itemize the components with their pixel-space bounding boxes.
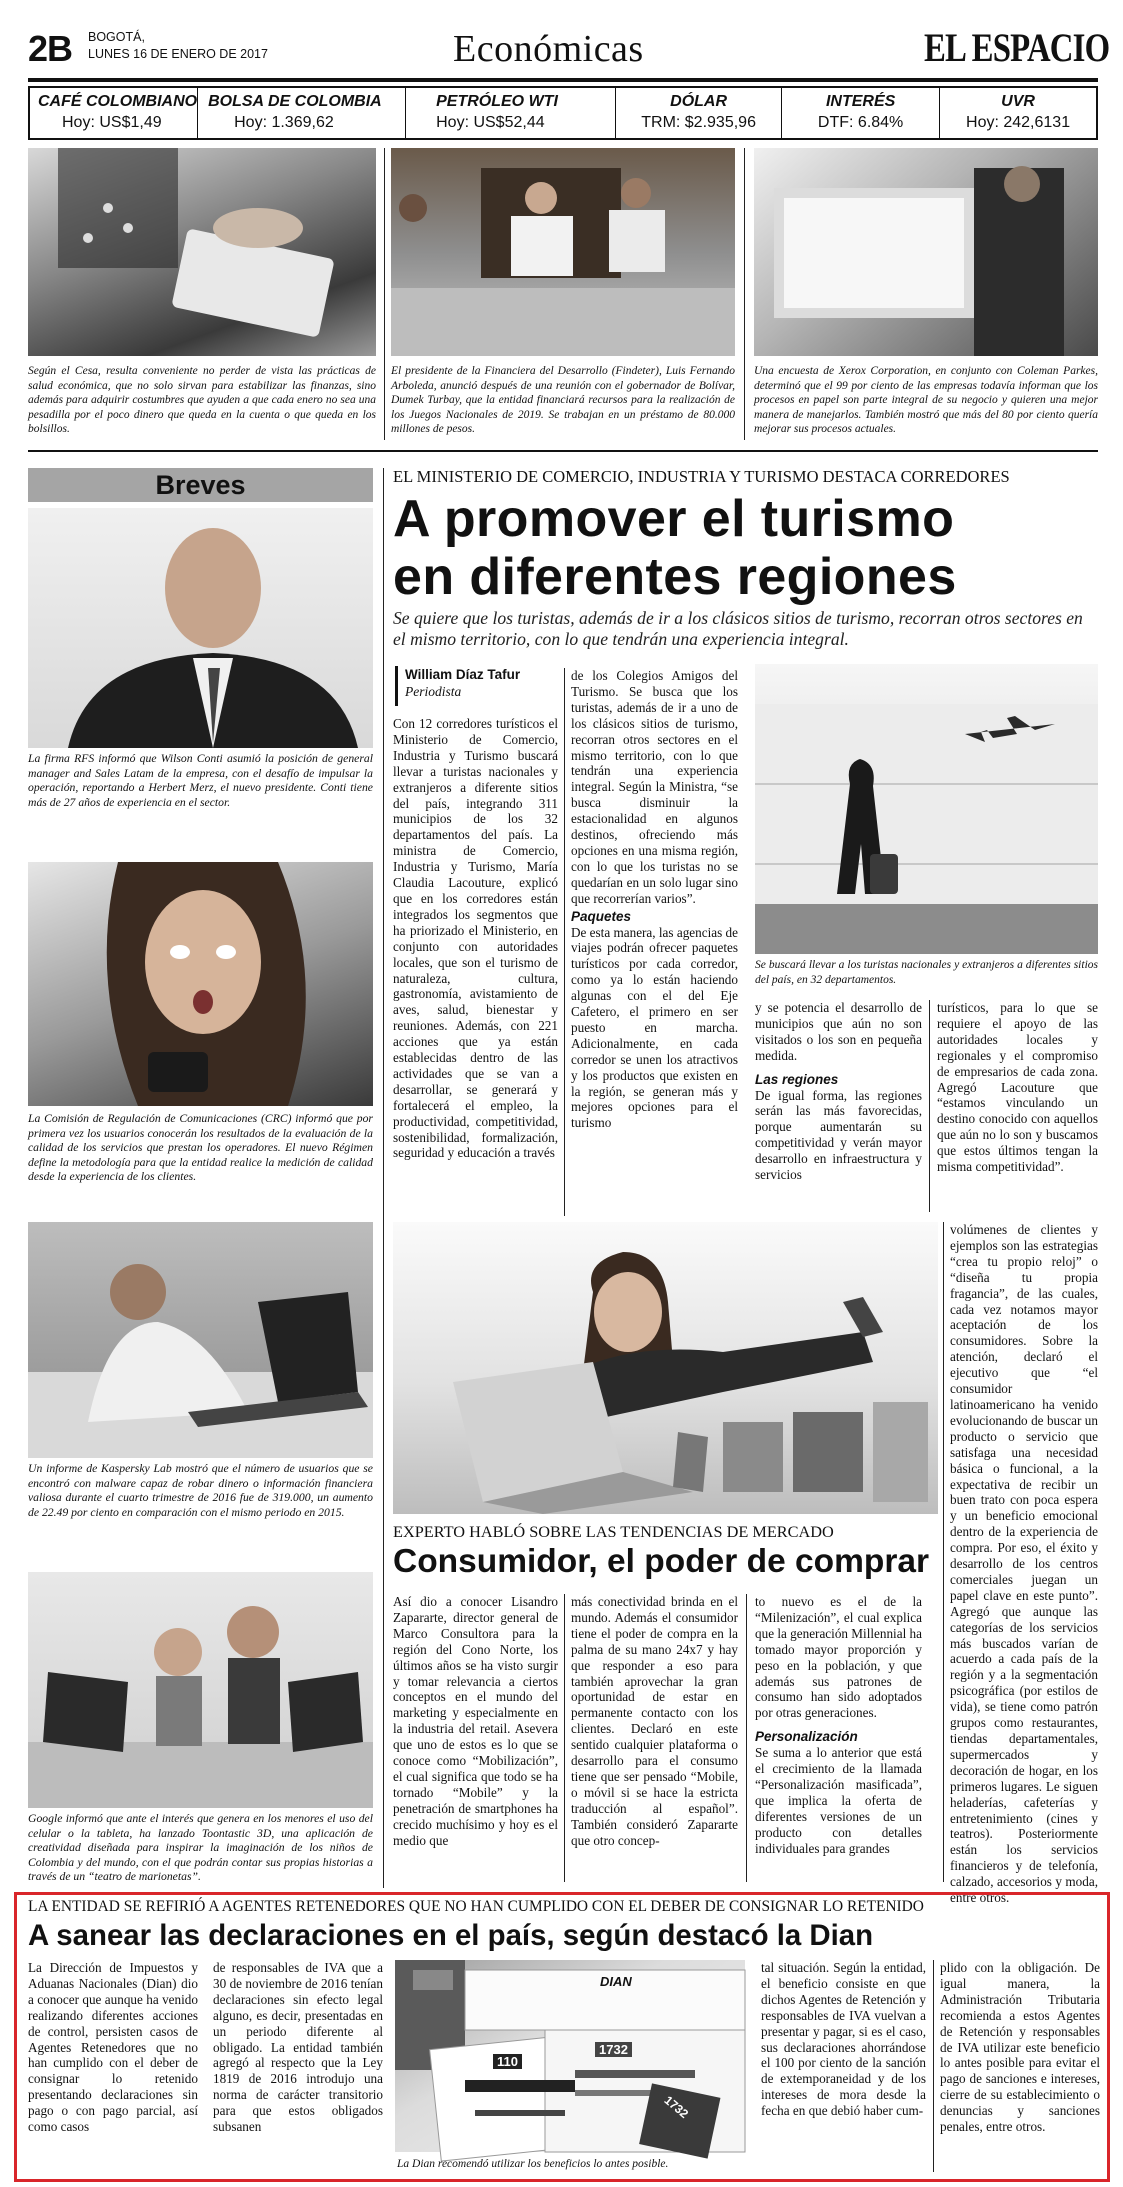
divider (383, 468, 384, 1888)
indicator-name: BOLSA DE COLOMBIA (208, 93, 382, 110)
page-header (28, 25, 1110, 78)
indicator-name: UVR (1001, 93, 1035, 110)
consumidor-col1-text: Así dio a conocer Lisandro Zapararte, director general de Marco Consultora para la región del Cono Norte, los últimos años se ha visto surgir y tomar relevancia a ciertos conceptos en el mundo del marketing y especialmente en la industria del retail. Asevera que uno de estos es lo que se conoce como “Mobilización”, el cual significa que todo se ha tornado “Mobile” y la penetración de smartphones ha crecido muchísimo y hoy es el medio que (393, 1594, 558, 1848)
divider (943, 1222, 944, 1882)
turismo-col1-text: Con 12 corredores turísticos el Ministerio de Comercio, Industria y Turismo buscará llevar a turistas nacionales y extranjeros a diferente sitios del país, integrando 311 municipios de los 32 departamentos del país. La ministra de Comercio, Industria y Turismo, María Claudia Lacouture, explicó que en los corredores están integrados los segmentos que ha priorizado el Ministerio, en conjunto con autoridades locales, que son el turismo de naturaleza, cultura, gastronomía, avistamiento de aves, salud, bienestar y reuniones. Además, con 221 acciones que ya están establecidas dentro de las actividades que se van a desarrollar, se generará y fortalecerá el empleo, la productividad, competitividad, sostenibilidad, formalización, seguridad y educación a través (393, 716, 558, 1161)
photo-kids-tablets (28, 1572, 373, 1808)
indicator-value: DTF: 6.84% (817, 114, 904, 131)
divider (744, 148, 745, 440)
consumidor-col3b-text: Se suma a lo anterior que está el crecimiento de la llamada “Personalización masificada”, que implica la oferta de diferentes versiones de un producto con detalles individuales para grandes (755, 1745, 922, 1856)
breves-item-2: La Comisión de Regulación de Comunicaciones (CRC) informó que por primera vez los usuarios conocerán los resultados de la evaluación de la calidad de los servicios que prestan los operadores. El nuevo Régimen define la metodología para que la entidad realice la medición de calidad desde la experiencia de los clientes. (28, 1112, 373, 1184)
turismo-col2a-text: de los Colegios Amigos del Turismo. Se busca que los turistas, además de ir a uno de los clásicos sitios de turismo, recorran otros sectores en el mismo territorio, con lo que tendrán una experiencia integral. Según la Ministra, “se busca disminuir la estacionalidad en algunos destinos, ofreciendo más opciones en una misma región, con lo que los turistas no se quedarían en un solo lugar sino que recorrerían varios”. (571, 668, 738, 906)
indicator-name: CAFÉ COLOMBIANO (38, 93, 198, 110)
photo-laptop-man (28, 1222, 373, 1458)
dian-kicker: LA ENTIDAD SE REFIRIÓ A AGENTES RETENEDORES QUE NO HAN CUMPLIDO CON EL DEBER DE CONSIGNAR LO RETENIDO (28, 1898, 924, 1915)
indicator-value: Hoy: 242,6131 (966, 114, 1071, 131)
section-title: Económicas (453, 28, 644, 70)
dian-column-4 (940, 1960, 1100, 2174)
indicator-value: Hoy: US$1,49 (62, 114, 162, 131)
dian-form-label: DIAN (600, 1974, 632, 1989)
dian-column-1 (28, 1960, 198, 2174)
indicators-bar (28, 86, 1098, 140)
turismo-subhead-regiones: Las regiones (755, 1071, 839, 1087)
top-caption-1: Según el Cesa, resulta conveniente no perder de vista las prácticas de salud económica, que no solo sirvan para estabilizar las finanzas, sino además para adquirir costumbres que ayuden a que cada enero no sea una pesadilla por el poco dinero que queda en la cuenta o que queda en los bolsillos. (28, 365, 376, 436)
turismo-column-3 (755, 1000, 922, 1216)
turismo-kicker: EL MINISTERIO DE COMERCIO, INDUSTRIA Y TURISMO DESTACA CORREDORES (393, 467, 1010, 486)
masthead-logo: EL ESPACIO (924, 25, 1110, 70)
indicator-petroleo (406, 88, 616, 138)
indicator-interes (782, 88, 940, 138)
byline-role: Periodista (405, 684, 462, 699)
turismo-subhead-paquetes: Paquetes (571, 908, 632, 924)
turismo-column-2 (571, 668, 738, 1216)
dian-photo-caption: La Dian recomendó utilizar los beneficios lo antes posible. (397, 2158, 669, 2170)
consumidor-kicker: EXPERTO HABLÓ SOBRE LAS TENDENCIAS DE MERCADO (393, 1522, 834, 1541)
turismo-col4-text: turísticos, para lo que se requiere el apoyo de las autoridades locales y regionales y el compromiso de empresarios de cada zona. Agregó Lacouture que “estamos vinculando un destino conocido con aquellos que aún no lo son y buscamos que estos últimos tengan la misma competitividad”. (937, 1000, 1098, 1175)
page-number: 2B (28, 28, 73, 69)
header-rule (28, 78, 1098, 82)
photo-airport-traveler (755, 664, 1098, 954)
dian-col2-text: de responsables de IVA que a 30 de noviembre de 2016 tenían declaraciones sin efecto legal alguno, es decir, presentadas en un periodo diferente al obligado. La entidad también agregó al respecto que la Ley 1819 de 2016 introdujo una norma de carácter transitorio para que estos obligados subsanen (213, 1960, 383, 2135)
consumidor-headline: Consumidor, el poder de comprar (393, 1543, 930, 1580)
indicator-name: PETRÓLEO WTI (436, 93, 558, 110)
consumidor-subhead-personalizacion: Personalización (755, 1729, 858, 1745)
photo-surprised-woman (28, 862, 373, 1106)
divider (746, 1594, 747, 1882)
header-city: BOGOTÁ, (88, 30, 145, 44)
indicator-dolar (616, 88, 782, 138)
photo-calculator (28, 148, 376, 356)
indicator-bolsa (198, 88, 406, 138)
dian-column-3 (761, 1960, 926, 2174)
dian-form-number-2: 1732 (595, 2042, 632, 2057)
turismo-deck: Se quiere que los turistas, además de ir a los clásicos sitios de turismo, recorran otros sectores en el mismo territorio, con lo que tendrán una experiencia integral. (393, 608, 1083, 649)
indicator-cafe (30, 88, 198, 138)
divider (28, 450, 1098, 452)
indicator-uvr (940, 88, 1096, 138)
consumidor-column-4 (950, 1222, 1098, 1906)
indicator-value: Hoy: 1.369,62 (234, 114, 334, 131)
turismo-column-1 (393, 716, 558, 1216)
breves-title: Breves (155, 470, 246, 500)
photo-xerox-papers (754, 148, 1098, 356)
photo-wilson-conti (28, 508, 373, 748)
divider (929, 1000, 930, 1212)
turismo-col2b-text: De esta manera, las agencias de viajes podrán ofrecer paquetes turísticos por cada corredor, como ya lo están haciendo algunas con el del Eje Cafetero, el primero en ser puesto en marcha. Adicionalmente, en cada corredor se unen los atractivos y los productos que existen en la región, se generan más y mejores opciones para el turismo (571, 924, 738, 1131)
turismo-column-4 (937, 1000, 1098, 1216)
consumidor-col4-text: volúmenes de clientes y ejemplos son las estrategias “crea tu propio reloj” o “diseña tu propia fragancia”, de las cuales, cada vez notamos mayor aceptación de los consumidores. Sobre la atención, declaró el ejecutivo que “el consumidor latinoamericano ha venido evolucionando de buscar un producto o servicio que satisfaga una necesidad básica o funcional, a la expectativa de recibir un buen trato con poca espera y un beneficio emocional dentro de la experiencia de compra. Por eso, el éxito y desarrollo de los centros comerciales juegan un papel clave en este punto”. Agregó que aunque las categorías de los servicios más buscados varían de acuerdo a cada país de la región y a la segmentación psicográfica (por estilos de vida), se tiene como patrón grupos como restaurantes, tiendas departamentales, supermercados y decoración de hogar, en los primeros lugares. Le siguen heladerías, cafeterías y entretenimiento (cines y teatros). Posteriormente están los servicios financieros y de telefonía, calzado, accesorios y moda, entre otros. (950, 1222, 1098, 1906)
photo-woman-laptop-shopping (393, 1222, 938, 1514)
dian-form-number-3: 1732 (661, 2093, 692, 2121)
turismo-photo-caption: Se buscará llevar a los turistas nacionales y extranjeros a diferentes sitios del país, en 32 departamentos. (755, 959, 1098, 986)
breves-item-4: Google informó que ante el interés que genera en los menores el uso del celular o la tableta, ha lanzado Toontastic 3D, una aplicación de creatividad diseñada para inspirar la imaginación de los niños de Colombia y del mundo, con el que podrán contar sus propias historias a través de un “teatro de marionetas”. (28, 1812, 373, 1884)
divider (384, 148, 385, 440)
dian-col4-text: plido con la obligación. De igual manera, la Administración Tributaria recomienda a estos Agentes de Retención y responsables de IVA utilizar este beneficio lo antes posible para evitar el pago de sanciones e intereses, cierre de su establecimiento o denuncias y sanciones penales, entre otros. (940, 1960, 1100, 2135)
photo-dian-forms (395, 1960, 745, 2152)
header-date: LUNES 16 DE ENERO DE 2017 (88, 47, 268, 61)
dian-col1-text: La Dirección de Impuestos y Aduanas Nacionales (Dian) dio a conocer que aunque ha venido realizando diferentes acciones de control, persisten casos de Agentes Retenedores que no han cumplido con el deber de consignar lo retenido presentando declaraciones sin pago o con pago parcial, así como casos (28, 1960, 198, 2135)
dian-form-number-1: 110 (493, 2054, 522, 2069)
divider (564, 668, 565, 1216)
dian-column-2 (213, 1960, 383, 2174)
consumidor-column-1 (393, 1594, 558, 1882)
turismo-col3a-text: y se potencia el desarrollo de municipios que aún no son visitados o los son en pequeña medida. (755, 1000, 922, 1063)
consumidor-column-2 (571, 1594, 738, 1882)
breves-item-3: Un informe de Kaspersky Lab mostró que el número de usuarios que se encontró con malware capaz de robar dinero o información financiera valiosa durante el cuarto trimestre de 2016 fue de 319.000, un aumento de 22.49 por ciento en comparación con el mismo periodo en 2015. (28, 1462, 373, 1519)
indicator-value: Hoy: US$52,44 (436, 114, 545, 131)
breves-header (28, 468, 373, 502)
indicator-value: TRM: $2.935,96 (641, 114, 756, 131)
divider (564, 1594, 565, 1882)
turismo-col3b-text: De igual forma, las regiones serán las más favorecidas, porque aumentarán su competitividad y verán mayor desarrollo en infraestructura y servicios (755, 1087, 922, 1183)
consumidor-column-3 (755, 1594, 922, 1882)
turismo-headline-line-1: A promover el turismo (393, 490, 955, 548)
breves-item-1: La firma RFS informó que Wilson Conti asumió la posición de general manager and Sales Latam de la empresa, con el desafío de impulsar la operación, reportando a Herbert Merz, el nuevo presidente. Conti tiene más de 27 años de experiencia en el sector. (28, 752, 373, 809)
dian-col3-text: tal situación. Según la entidad, el beneficio consiste en que dichos Agentes de Retención y responsables de IVA vuelvan a presentar y pagar, si es el caso, sus declaraciones ahorrándose el 100 por ciento de la sanción de extemporaneidad y de los intereses de mora desde la fecha en que debió haber cum- (761, 1960, 926, 2119)
divider (933, 1960, 934, 2172)
top-caption-3: Una encuesta de Xerox Corporation, en conjunto con Coleman Parkes, determinó que el 99 por ciento de las empresas todavía informan que los procesos en papel son parte integral de su negocio y quieren una mejor manera de manejarlos. También mostró que más del 80 por ciento quería mejorar sus procesos actuales. (754, 365, 1098, 436)
consumidor-col3a-text: to nuevo es el de la “Milenización”, el cual explica que la generación Millennial ha tomado mayor proporción y peso en la población, y que además sus patrones de consumo han sido adoptados por otras generaciones. (755, 1594, 922, 1721)
indicator-name: DÓLAR (670, 93, 728, 110)
turismo-headline-line-2: en diferentes regiones (393, 548, 957, 606)
top-caption-2: El presidente de la Financiera del Desarrollo (Findeter), Luis Fernando Arboleda, anunció después de una reunión con el gobernador de Bolívar, Dumek Turbay, que la entidad financiará recursos para la realización de los Juegos Nacionales de 2019. Se trabajan en un préstamo de 80.000 millones de pesos. (391, 365, 735, 436)
dian-headline: A sanear las declaraciones en el país, según destacó la Dian (28, 1919, 874, 1952)
turismo-byline (395, 666, 555, 706)
byline-author: William Díaz Tafur (405, 667, 521, 682)
indicator-name: INTERÉS (825, 93, 896, 110)
photo-findeter-meeting (391, 148, 735, 356)
consumidor-col2-text: más conectividad brinda en el mundo. Además el consumidor tiene el poder de compra en la palma de su mano 24x7 y hay que responder a eso para también aprovechar la gran oportunidad de estar en permanente contacto con los clientes. Declaró en este sentido cualquier plataforma o desarrollo para el consumo tiene que ser pensado “Mobile, o móvil si se hace la estricta traducción al español”. También consideró Zapararte que otro concep- (571, 1594, 738, 1848)
